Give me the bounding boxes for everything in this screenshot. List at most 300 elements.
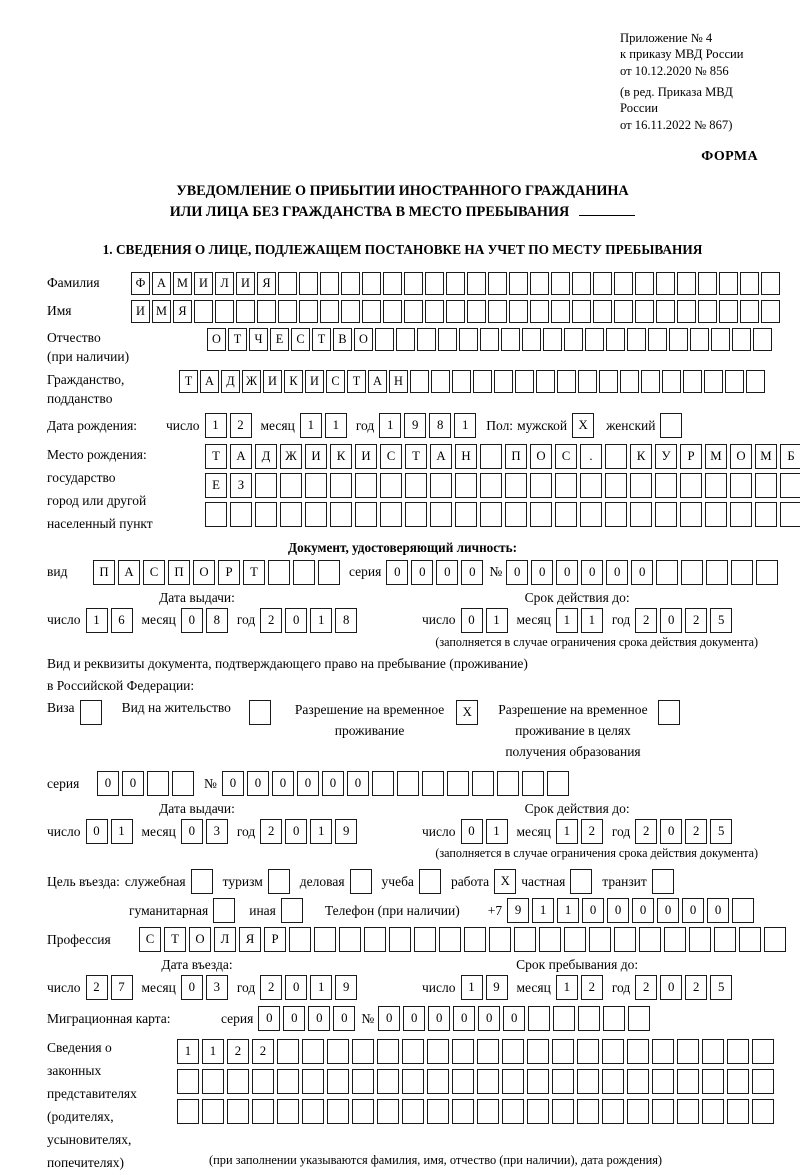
char-box[interactable]: С — [555, 444, 577, 469]
char-box[interactable] — [553, 1006, 575, 1031]
char-box[interactable]: 9 — [404, 413, 426, 438]
char-box[interactable] — [364, 927, 386, 952]
purpose-study-checkbox[interactable] — [419, 869, 441, 894]
char-box[interactable] — [706, 560, 728, 585]
char-box[interactable]: С — [139, 927, 161, 952]
char-box[interactable]: Н — [455, 444, 477, 469]
char-box[interactable]: 0 — [581, 560, 603, 585]
char-box[interactable] — [580, 473, 602, 498]
char-box[interactable] — [205, 502, 227, 527]
char-box[interactable]: 0 — [582, 898, 604, 923]
char-box[interactable]: 0 — [461, 819, 483, 844]
char-box[interactable] — [281, 898, 303, 923]
char-box[interactable]: 0 — [436, 560, 458, 585]
char-box[interactable] — [289, 927, 311, 952]
char-box[interactable] — [249, 700, 271, 725]
char-box[interactable] — [375, 328, 394, 351]
char-box[interactable] — [527, 1039, 549, 1064]
char-box[interactable] — [605, 444, 627, 469]
char-box[interactable]: О — [193, 560, 215, 585]
char-box[interactable] — [293, 560, 315, 585]
char-box[interactable] — [702, 1039, 724, 1064]
char-box[interactable] — [509, 272, 528, 295]
char-box[interactable] — [372, 771, 394, 796]
char-box[interactable] — [689, 927, 711, 952]
permit-expiry-day-input[interactable] — [461, 819, 508, 844]
char-box[interactable]: 8 — [206, 608, 228, 633]
sex-male-checkbox[interactable] — [572, 413, 594, 438]
char-box[interactable]: 1 — [205, 413, 227, 438]
representatives-input-row3[interactable] — [177, 1099, 774, 1124]
char-box[interactable] — [680, 473, 702, 498]
char-box[interactable] — [177, 1069, 199, 1094]
char-box[interactable] — [635, 300, 654, 323]
char-box[interactable] — [780, 473, 800, 498]
doc-issue-month-input[interactable] — [181, 608, 228, 633]
char-box[interactable] — [602, 1039, 624, 1064]
char-box[interactable]: 0 — [660, 608, 682, 633]
char-box[interactable]: 5 — [710, 975, 732, 1000]
birthplace-input-row3[interactable] — [205, 502, 800, 527]
char-box[interactable] — [480, 502, 502, 527]
char-box[interactable]: С — [291, 328, 310, 351]
purpose-official-checkbox[interactable] — [191, 869, 213, 894]
char-box[interactable]: С — [326, 370, 345, 393]
char-box[interactable] — [677, 272, 696, 295]
char-box[interactable]: X — [572, 413, 594, 438]
char-box[interactable] — [389, 927, 411, 952]
char-box[interactable] — [727, 1069, 749, 1094]
char-box[interactable]: 2 — [635, 608, 657, 633]
char-box[interactable]: 0 — [322, 771, 344, 796]
permit-expiry-year-input[interactable] — [635, 819, 732, 844]
char-box[interactable] — [627, 1069, 649, 1094]
char-box[interactable] — [557, 370, 576, 393]
char-box[interactable] — [473, 370, 492, 393]
char-box[interactable]: О — [189, 927, 211, 952]
char-box[interactable] — [427, 1099, 449, 1124]
char-box[interactable]: Д — [255, 444, 277, 469]
char-box[interactable] — [662, 370, 681, 393]
entry-year-input[interactable] — [260, 975, 357, 1000]
char-box[interactable]: 2 — [86, 975, 108, 1000]
char-box[interactable]: 1 — [310, 975, 332, 1000]
char-box[interactable] — [227, 1099, 249, 1124]
char-box[interactable]: 1 — [111, 819, 133, 844]
char-box[interactable] — [655, 473, 677, 498]
birth-day-input[interactable] — [205, 413, 252, 438]
name-input[interactable] — [131, 300, 780, 323]
purpose-work-checkbox[interactable] — [494, 869, 516, 894]
char-box[interactable] — [447, 771, 469, 796]
char-box[interactable]: П — [168, 560, 190, 585]
char-box[interactable]: 0 — [181, 608, 203, 633]
char-box[interactable] — [327, 1039, 349, 1064]
char-box[interactable]: 9 — [507, 898, 529, 923]
char-box[interactable]: 0 — [632, 898, 654, 923]
char-box[interactable]: Ч — [249, 328, 268, 351]
char-box[interactable] — [652, 869, 674, 894]
char-box[interactable]: 0 — [297, 771, 319, 796]
char-box[interactable] — [727, 1039, 749, 1064]
char-box[interactable] — [705, 473, 727, 498]
char-box[interactable]: 0 — [222, 771, 244, 796]
char-box[interactable] — [572, 300, 591, 323]
char-box[interactable] — [698, 272, 717, 295]
char-box[interactable]: Е — [205, 473, 227, 498]
char-box[interactable] — [725, 370, 744, 393]
char-box[interactable] — [327, 1099, 349, 1124]
char-box[interactable]: 9 — [335, 975, 357, 1000]
char-box[interactable] — [472, 771, 494, 796]
char-box[interactable] — [522, 771, 544, 796]
permit-series-input[interactable] — [97, 771, 194, 796]
char-box[interactable]: П — [93, 560, 115, 585]
char-box[interactable]: 0 — [283, 1006, 305, 1031]
char-box[interactable] — [350, 869, 372, 894]
entry-month-input[interactable] — [181, 975, 228, 1000]
char-box[interactable]: 8 — [429, 413, 451, 438]
char-box[interactable] — [377, 1039, 399, 1064]
char-box[interactable] — [339, 927, 361, 952]
char-box[interactable]: Р — [218, 560, 240, 585]
char-box[interactable] — [555, 502, 577, 527]
char-box[interactable] — [577, 1039, 599, 1064]
char-box[interactable] — [680, 502, 702, 527]
char-box[interactable] — [656, 272, 675, 295]
char-box[interactable] — [427, 1039, 449, 1064]
char-box[interactable] — [419, 869, 441, 894]
char-box[interactable]: 1 — [557, 898, 579, 923]
char-box[interactable] — [602, 1069, 624, 1094]
char-box[interactable] — [543, 328, 562, 351]
char-box[interactable]: 6 — [111, 608, 133, 633]
char-box[interactable] — [147, 771, 169, 796]
char-box[interactable] — [606, 328, 625, 351]
char-box[interactable] — [719, 272, 738, 295]
char-box[interactable] — [352, 1099, 374, 1124]
char-box[interactable] — [570, 869, 592, 894]
char-box[interactable] — [355, 502, 377, 527]
char-box[interactable]: 1 — [486, 608, 508, 633]
char-box[interactable] — [515, 370, 534, 393]
char-box[interactable]: Т — [205, 444, 227, 469]
char-box[interactable] — [551, 300, 570, 323]
char-box[interactable] — [431, 370, 450, 393]
char-box[interactable] — [277, 1039, 299, 1064]
char-box[interactable] — [362, 300, 381, 323]
char-box[interactable]: 0 — [258, 1006, 280, 1031]
char-box[interactable] — [702, 1069, 724, 1094]
char-box[interactable]: И — [355, 444, 377, 469]
char-box[interactable] — [452, 1039, 474, 1064]
char-box[interactable] — [730, 502, 752, 527]
char-box[interactable] — [752, 1069, 774, 1094]
char-box[interactable] — [577, 1099, 599, 1124]
char-box[interactable] — [252, 1099, 274, 1124]
birthplace-input-row1[interactable] — [205, 444, 800, 469]
char-box[interactable]: 1 — [177, 1039, 199, 1064]
char-box[interactable]: 0 — [285, 819, 307, 844]
char-box[interactable] — [620, 370, 639, 393]
char-box[interactable] — [530, 502, 552, 527]
doc-series-input[interactable] — [386, 560, 483, 585]
char-box[interactable] — [377, 1069, 399, 1094]
char-box[interactable]: 1 — [454, 413, 476, 438]
char-box[interactable] — [277, 1099, 299, 1124]
char-box[interactable]: 0 — [181, 975, 203, 1000]
char-box[interactable] — [677, 1069, 699, 1094]
char-box[interactable]: М — [152, 300, 171, 323]
surname-input[interactable] — [131, 272, 780, 295]
char-box[interactable] — [753, 328, 772, 351]
char-box[interactable]: 5 — [710, 608, 732, 633]
char-box[interactable] — [427, 1069, 449, 1094]
char-box[interactable] — [514, 927, 536, 952]
char-box[interactable] — [677, 1039, 699, 1064]
char-box[interactable]: И — [305, 444, 327, 469]
char-box[interactable] — [396, 328, 415, 351]
char-box[interactable]: 1 — [86, 608, 108, 633]
char-box[interactable] — [660, 413, 682, 438]
char-box[interactable] — [564, 328, 583, 351]
char-box[interactable] — [330, 502, 352, 527]
char-box[interactable]: И — [263, 370, 282, 393]
char-box[interactable] — [252, 1069, 274, 1094]
char-box[interactable] — [327, 1069, 349, 1094]
char-box[interactable] — [711, 328, 730, 351]
char-box[interactable] — [652, 1099, 674, 1124]
char-box[interactable] — [746, 370, 765, 393]
char-box[interactable]: 1 — [461, 975, 483, 1000]
char-box[interactable] — [497, 771, 519, 796]
char-box[interactable] — [172, 771, 194, 796]
char-box[interactable]: 1 — [532, 898, 554, 923]
char-box[interactable]: 7 — [111, 975, 133, 1000]
permit-issue-year-input[interactable] — [260, 819, 357, 844]
char-box[interactable] — [438, 328, 457, 351]
char-box[interactable]: 1 — [300, 413, 322, 438]
char-box[interactable] — [652, 1039, 674, 1064]
char-box[interactable]: 1 — [325, 413, 347, 438]
char-box[interactable] — [627, 328, 646, 351]
char-box[interactable] — [727, 1099, 749, 1124]
char-box[interactable] — [614, 272, 633, 295]
char-box[interactable]: И — [236, 272, 255, 295]
purpose-humanitarian-checkbox[interactable] — [213, 898, 235, 923]
char-box[interactable] — [648, 328, 667, 351]
char-box[interactable]: В — [333, 328, 352, 351]
char-box[interactable] — [318, 560, 340, 585]
char-box[interactable]: И — [131, 300, 150, 323]
char-box[interactable]: Я — [257, 272, 276, 295]
char-box[interactable]: 2 — [260, 608, 282, 633]
char-box[interactable] — [230, 502, 252, 527]
char-box[interactable]: 2 — [227, 1039, 249, 1064]
char-box[interactable] — [380, 502, 402, 527]
char-box[interactable]: К — [630, 444, 652, 469]
char-box[interactable] — [656, 560, 678, 585]
char-box[interactable]: О — [730, 444, 752, 469]
char-box[interactable]: Т — [164, 927, 186, 952]
char-box[interactable]: 1 — [202, 1039, 224, 1064]
char-box[interactable] — [732, 898, 754, 923]
char-box[interactable]: Т — [243, 560, 265, 585]
char-box[interactable] — [564, 927, 586, 952]
char-box[interactable]: 0 — [122, 771, 144, 796]
char-box[interactable]: Т — [228, 328, 247, 351]
char-box[interactable]: 0 — [97, 771, 119, 796]
char-box[interactable]: А — [430, 444, 452, 469]
char-box[interactable]: 1 — [310, 819, 332, 844]
char-box[interactable] — [380, 473, 402, 498]
char-box[interactable] — [480, 328, 499, 351]
char-box[interactable]: Т — [405, 444, 427, 469]
char-box[interactable]: 0 — [607, 898, 629, 923]
char-box[interactable] — [194, 300, 213, 323]
char-box[interactable]: А — [200, 370, 219, 393]
char-box[interactable] — [452, 1099, 474, 1124]
char-box[interactable] — [305, 473, 327, 498]
char-box[interactable]: X — [494, 869, 516, 894]
char-box[interactable] — [752, 1099, 774, 1124]
char-box[interactable] — [572, 272, 591, 295]
char-box[interactable]: 0 — [333, 1006, 355, 1031]
char-box[interactable] — [530, 473, 552, 498]
char-box[interactable]: 2 — [685, 819, 707, 844]
char-box[interactable] — [397, 771, 419, 796]
char-box[interactable]: Р — [680, 444, 702, 469]
char-box[interactable] — [530, 300, 549, 323]
char-box[interactable]: Т — [179, 370, 198, 393]
char-box[interactable]: 9 — [486, 975, 508, 1000]
char-box[interactable]: 0 — [453, 1006, 475, 1031]
char-box[interactable]: О — [207, 328, 226, 351]
char-box[interactable] — [302, 1039, 324, 1064]
char-box[interactable] — [552, 1069, 574, 1094]
char-box[interactable] — [655, 502, 677, 527]
entry-day-input[interactable] — [86, 975, 133, 1000]
char-box[interactable]: Т — [347, 370, 366, 393]
char-box[interactable] — [341, 300, 360, 323]
char-box[interactable] — [702, 1099, 724, 1124]
char-box[interactable]: 2 — [230, 413, 252, 438]
doc-expiry-year-input[interactable] — [635, 608, 732, 633]
char-box[interactable] — [628, 1006, 650, 1031]
char-box[interactable] — [605, 502, 627, 527]
char-box[interactable]: М — [755, 444, 777, 469]
char-box[interactable] — [404, 300, 423, 323]
char-box[interactable] — [527, 1099, 549, 1124]
rvp-checkbox[interactable] — [456, 700, 478, 725]
char-box[interactable]: 2 — [252, 1039, 274, 1064]
char-box[interactable] — [536, 370, 555, 393]
char-box[interactable]: 0 — [181, 819, 203, 844]
char-box[interactable]: Д — [221, 370, 240, 393]
profession-input[interactable] — [139, 927, 786, 952]
char-box[interactable] — [614, 927, 636, 952]
char-box[interactable] — [489, 927, 511, 952]
char-box[interactable] — [641, 370, 660, 393]
char-box[interactable] — [402, 1099, 424, 1124]
char-box[interactable]: 0 — [428, 1006, 450, 1031]
representatives-input-row1[interactable] — [177, 1039, 774, 1064]
char-box[interactable] — [627, 1099, 649, 1124]
purpose-tourism-checkbox[interactable] — [268, 869, 290, 894]
char-box[interactable]: 0 — [308, 1006, 330, 1031]
char-box[interactable]: 0 — [657, 898, 679, 923]
migcard-series-input[interactable] — [258, 1006, 355, 1031]
char-box[interactable] — [268, 869, 290, 894]
char-box[interactable] — [227, 1069, 249, 1094]
char-box[interactable] — [477, 1099, 499, 1124]
char-box[interactable]: X — [456, 700, 478, 725]
char-box[interactable] — [236, 300, 255, 323]
char-box[interactable] — [352, 1039, 374, 1064]
char-box[interactable]: Е — [270, 328, 289, 351]
stay-day-input[interactable] — [461, 975, 508, 1000]
char-box[interactable]: 0 — [660, 819, 682, 844]
char-box[interactable] — [669, 328, 688, 351]
char-box[interactable] — [528, 1006, 550, 1031]
char-box[interactable]: 2 — [581, 819, 603, 844]
char-box[interactable] — [405, 473, 427, 498]
char-box[interactable] — [377, 1099, 399, 1124]
char-box[interactable] — [502, 1069, 524, 1094]
char-box[interactable]: А — [368, 370, 387, 393]
char-box[interactable] — [698, 300, 717, 323]
char-box[interactable]: С — [143, 560, 165, 585]
char-box[interactable] — [780, 502, 800, 527]
purpose-business-checkbox[interactable] — [350, 869, 372, 894]
migcard-number-input[interactable] — [378, 1006, 650, 1031]
char-box[interactable] — [425, 300, 444, 323]
char-box[interactable] — [761, 272, 780, 295]
char-box[interactable] — [439, 927, 461, 952]
char-box[interactable] — [677, 300, 696, 323]
char-box[interactable]: С — [380, 444, 402, 469]
char-box[interactable] — [501, 328, 520, 351]
char-box[interactable] — [635, 272, 654, 295]
char-box[interactable] — [299, 300, 318, 323]
char-box[interactable]: 0 — [86, 819, 108, 844]
char-box[interactable] — [302, 1069, 324, 1094]
char-box[interactable] — [341, 272, 360, 295]
char-box[interactable] — [530, 272, 549, 295]
char-box[interactable]: А — [152, 272, 171, 295]
char-box[interactable] — [756, 560, 778, 585]
char-box[interactable] — [752, 1039, 774, 1064]
char-box[interactable]: 2 — [260, 975, 282, 1000]
char-box[interactable]: О — [530, 444, 552, 469]
char-box[interactable] — [452, 1069, 474, 1094]
char-box[interactable] — [505, 502, 527, 527]
char-box[interactable]: 0 — [531, 560, 553, 585]
visa-checkbox[interactable] — [80, 700, 102, 725]
char-box[interactable] — [730, 473, 752, 498]
char-box[interactable] — [755, 502, 777, 527]
char-box[interactable] — [539, 927, 561, 952]
char-box[interactable] — [215, 300, 234, 323]
char-box[interactable] — [593, 272, 612, 295]
char-box[interactable]: Л — [214, 927, 236, 952]
char-box[interactable]: 2 — [635, 975, 657, 1000]
char-box[interactable] — [494, 370, 513, 393]
birthplace-input-row2[interactable] — [205, 473, 800, 498]
char-box[interactable]: 0 — [285, 608, 307, 633]
char-box[interactable] — [177, 1099, 199, 1124]
char-box[interactable] — [480, 473, 502, 498]
